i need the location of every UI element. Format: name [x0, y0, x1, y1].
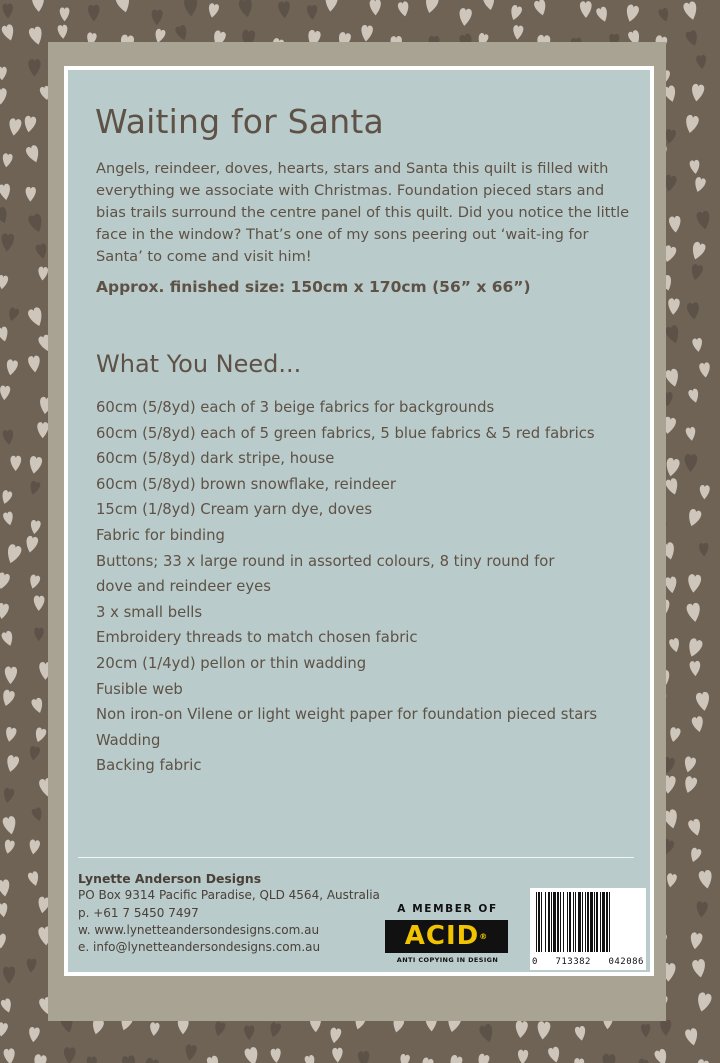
heart-shape	[213, 1021, 226, 1037]
pattern-description: Angels, reindeer, doves, hearts, stars and Santa this quilt is filled with everything we associate with Christmas. Foundation pieced stars and bias trails surround the centre panel of this quilt. Did you notice the little face in the window? That’s one of my sons peering out ‘wait-ing for Santa’ to come and visit him!	[96, 160, 630, 265]
heart-shape	[595, 6, 610, 23]
heart-shape	[0, 275, 9, 290]
heart-shape	[304, 1055, 316, 1063]
heart-shape	[25, 187, 36, 202]
heart-shape	[574, 1026, 587, 1042]
heart-shape	[686, 637, 704, 658]
heart-shape	[0, 489, 13, 505]
heart-shape	[29, 520, 41, 535]
barcode-bar	[590, 892, 593, 952]
heart-shape	[23, 115, 37, 133]
heart-shape	[686, 602, 702, 623]
heart-shape	[34, 627, 44, 641]
heart-shape	[184, 1044, 197, 1061]
heart-shape	[476, 1053, 490, 1063]
heart-shape	[57, 25, 68, 39]
barcode-bar	[596, 892, 598, 952]
barcode-bar	[553, 892, 556, 952]
acid-member-text: A MEMBER OF	[397, 903, 498, 915]
heart-shape	[369, 0, 381, 16]
heart-shape	[0, 902, 9, 917]
heart-shape	[536, 1021, 551, 1040]
barcode-bar	[606, 892, 608, 952]
heart-shape	[682, 756, 696, 774]
list-item: 20cm (1/4yd) pellon or thin wadding	[96, 654, 367, 672]
barcode-bar	[548, 892, 550, 952]
heart-shape	[658, 7, 671, 23]
heart-shape	[87, 1056, 98, 1063]
heart-shape	[478, 1023, 495, 1044]
heart-shape	[33, 595, 44, 611]
heart-shape	[508, 4, 522, 21]
company-name: Lynette Anderson Designs	[78, 871, 262, 886]
heart-shape	[1, 24, 16, 43]
heart-shape	[667, 298, 680, 315]
heart-shape	[88, 5, 100, 22]
heart-shape	[244, 1025, 255, 1040]
pattern-title: Waiting for Santa	[95, 102, 384, 141]
heart-shape	[547, 1046, 562, 1063]
website-link[interactable]: w. www.lynetteandersondesigns.com.au	[78, 922, 320, 937]
list-item: 60cm (5/8yd) dark stripe, house	[96, 450, 335, 468]
heart-shape	[360, 25, 373, 42]
heart-shape	[28, 456, 43, 475]
heart-shape	[692, 338, 703, 353]
list-item: Fusible web	[96, 680, 183, 698]
heart-shape	[447, 1054, 463, 1063]
barcode-bar	[541, 892, 542, 952]
heart-shape	[121, 1055, 137, 1063]
heart-shape	[31, 807, 45, 823]
heart-shape	[28, 574, 41, 590]
footer-divider	[78, 857, 634, 858]
heart-shape	[8, 118, 22, 136]
heart-shape	[397, 1, 410, 18]
list-item: Backing fabric	[96, 757, 202, 775]
heart-shape	[35, 243, 49, 260]
heart-shape	[683, 1, 700, 22]
list-item: 60cm (5/8yd) brown snowflake, reindeer	[96, 475, 396, 493]
heart-shape	[4, 726, 17, 742]
heart-shape	[684, 1028, 699, 1047]
acid-tagline: ANTI COPYING IN DESIGN	[396, 956, 499, 964]
heart-shape	[238, 0, 254, 18]
heart-shape	[3, 839, 16, 855]
barcode-bar	[567, 892, 568, 952]
heart-shape	[0, 998, 14, 1014]
heart-shape	[699, 362, 711, 378]
heart-shape	[692, 958, 708, 978]
what-you-need-heading: What You Need...	[96, 350, 302, 378]
heart-shape	[307, 5, 318, 20]
heart-shape	[687, 818, 703, 837]
list-item: dove and reindeer eyes	[96, 578, 271, 596]
heart-shape	[641, 1024, 651, 1038]
heart-shape	[696, 901, 708, 918]
heart-shape	[2, 3, 13, 18]
barcode-bar	[557, 892, 559, 952]
barcode-number	[532, 957, 644, 967]
heart-shape	[0, 1022, 8, 1038]
barcode-bar	[551, 892, 552, 952]
heart-shape	[1, 233, 15, 252]
heart-shape	[668, 727, 681, 743]
heart-shape	[32, 1054, 47, 1063]
registered-mark: ®	[479, 932, 489, 941]
barcode-bar	[536, 892, 537, 952]
heart-shape	[28, 1027, 40, 1043]
heart-shape	[682, 775, 698, 794]
heart-shape	[27, 871, 41, 888]
list-item: 15cm (1/8yd) Cream yarn dye, doves	[96, 501, 373, 519]
heart-shape	[602, 1054, 616, 1063]
heart-shape	[270, 1048, 281, 1063]
heart-shape	[458, 8, 472, 27]
heart-shape	[665, 873, 677, 888]
heart-shape	[24, 535, 39, 553]
list-item: Wadding	[96, 731, 161, 749]
acid-member-badge	[385, 903, 510, 967]
barcode-bar	[609, 892, 610, 952]
list-item: 60cm (5/8yd) each of 5 green fabrics, 5 blue fabrics & 5 red fabrics	[96, 424, 595, 442]
heart-shape	[0, 603, 9, 620]
heart-shape	[115, 0, 133, 14]
barcode-bars	[534, 892, 642, 956]
barcode-bar	[582, 892, 583, 952]
heart-shape	[28, 839, 40, 855]
heart-shape	[32, 0, 45, 12]
heart-shape	[206, 1055, 221, 1063]
heart-shape	[28, 59, 40, 76]
heart-shape	[37, 422, 49, 438]
heart-shape	[10, 456, 21, 471]
heart-shape	[691, 716, 705, 734]
heart-shape	[580, 1, 592, 18]
heart-shape	[2, 815, 18, 835]
email-link[interactable]: e. info@lynetteandersondesigns.com.au	[78, 940, 321, 955]
heart-shape	[60, 7, 70, 21]
heart-shape	[689, 932, 703, 950]
heart-shape	[5, 359, 19, 376]
barcode-bar	[563, 892, 564, 952]
heart-shape	[693, 176, 707, 193]
heart-shape	[698, 869, 714, 889]
barcode-bar	[585, 892, 586, 952]
heart-shape	[665, 477, 681, 496]
heart-shape	[63, 1047, 76, 1063]
barcode-bar	[578, 892, 581, 952]
heart-shape	[690, 83, 704, 102]
heart-shape	[358, 1051, 370, 1063]
heart-shape	[268, 1022, 282, 1039]
heart-shape	[664, 576, 678, 594]
contact-block	[78, 870, 408, 956]
acid-logo	[385, 920, 508, 953]
heart-shape	[184, 0, 198, 17]
barcode-bar	[538, 892, 540, 952]
heart-shape	[4, 666, 17, 684]
heart-shape	[3, 967, 15, 984]
heart-shape	[699, 485, 709, 500]
heart-shape	[687, 574, 702, 593]
heart-shape	[689, 160, 700, 175]
heart-shape	[668, 638, 681, 654]
heart-shape	[26, 958, 37, 972]
heart-shape	[0, 206, 10, 225]
heart-shape	[27, 213, 45, 234]
heart-shape	[4, 543, 22, 565]
heart-shape	[636, 1058, 649, 1063]
heart-shape	[28, 745, 41, 761]
list-item: 3 x small bells	[96, 603, 203, 621]
barcode-bar	[569, 892, 571, 952]
heart-shape	[514, 1020, 528, 1038]
barcode-digit-group: 713382	[555, 957, 591, 967]
list-item: Embroidery threads to match chosen fabric	[96, 629, 418, 647]
barcode-bar	[600, 892, 601, 952]
heart-shape	[695, 691, 711, 711]
heart-shape	[685, 29, 700, 47]
heart-shape	[7, 307, 20, 323]
heart-shape	[33, 727, 47, 744]
barcode-bar	[573, 892, 574, 952]
heart-shape	[664, 457, 680, 478]
heart-shape	[695, 992, 712, 1014]
heart-shape	[687, 302, 701, 320]
heart-shape	[686, 508, 703, 528]
heart-shape	[689, 241, 706, 262]
heart-shape	[695, 1058, 710, 1063]
heart-shape	[654, 1048, 670, 1063]
barcode-bar	[560, 892, 561, 952]
heart-shape	[624, 4, 640, 24]
heart-shape	[1, 630, 16, 647]
list-item: Buttons; 33 x large round in assorted colours, 8 tiny round for	[96, 552, 555, 570]
heart-shape	[699, 543, 709, 557]
heart-shape	[533, 0, 548, 17]
heart-shape	[0, 326, 10, 343]
postal-address: PO Box 9314 Pacific Paradise, QLD 4564, Australia	[78, 888, 380, 903]
heart-shape	[423, 0, 439, 14]
acid-logo-text: ACID	[404, 921, 480, 951]
heart-shape	[684, 114, 700, 134]
barcode-bar	[545, 892, 546, 952]
heart-shape	[151, 9, 163, 25]
heart-shape	[483, 0, 497, 11]
list-item: Non iron-on Vilene or light weight paper for foundation pieced stars	[96, 706, 598, 724]
barcode-bar	[575, 892, 576, 952]
heart-shape	[0, 385, 11, 400]
heart-shape	[332, 1048, 343, 1063]
list-item: 60cm (5/8yd) each of 3 beige fabrics for backgrounds	[96, 399, 495, 416]
heart-shape	[690, 263, 704, 281]
heart-shape	[696, 55, 707, 70]
heart-shape	[28, 26, 45, 46]
heart-shape	[324, 0, 338, 12]
heart-shape	[149, 1022, 160, 1036]
heart-shape	[0, 689, 15, 708]
content-panel	[68, 70, 650, 972]
heart-shape	[2, 787, 15, 803]
heart-shape	[688, 388, 701, 404]
heart-shape	[31, 697, 45, 714]
barcode-digit-group: 042086	[608, 957, 644, 967]
barcode	[530, 888, 646, 970]
heart-shape	[685, 427, 696, 442]
barcode-digit-group: 0	[532, 957, 538, 967]
heart-shape	[0, 572, 11, 591]
heart-shape	[3, 1048, 16, 1063]
heart-shape	[38, 266, 49, 280]
heart-shape	[0, 67, 7, 81]
heart-shape	[0, 879, 11, 897]
barcode-bar	[602, 892, 605, 952]
heart-shape	[178, 1019, 189, 1035]
heart-shape	[175, 24, 190, 42]
phone-number: p. +61 7 5450 7497	[78, 905, 199, 920]
heart-shape	[278, 1, 291, 18]
heart-shape	[244, 1046, 261, 1063]
heart-shape	[696, 210, 712, 230]
heart-shape	[669, 216, 682, 233]
heart-shape	[329, 1027, 342, 1044]
heart-shape	[684, 454, 697, 472]
requirements-list	[96, 395, 636, 779]
heart-shape	[517, 1049, 528, 1063]
heart-shape	[0, 934, 6, 949]
heart-shape	[2, 429, 14, 445]
heart-shape	[664, 368, 680, 388]
heart-shape	[142, 1057, 160, 1063]
finished-size: Approx. finished size: 150cm x 170cm (56” x 66”)	[96, 278, 531, 296]
heart-shape	[689, 661, 700, 677]
barcode-bar	[594, 892, 595, 952]
heart-shape	[5, 754, 20, 773]
heart-shape	[660, 1020, 671, 1036]
heart-shape	[28, 480, 41, 496]
list-item: Fabric for binding	[96, 526, 225, 544]
heart-shape	[512, 25, 523, 40]
heart-shape	[573, 1058, 584, 1063]
heart-shape	[420, 1057, 435, 1063]
heart-shape	[399, 1053, 411, 1063]
heart-shape	[2, 511, 14, 526]
heart-shape	[664, 324, 681, 345]
barcode-bar	[587, 892, 589, 952]
heart-shape	[1, 153, 13, 168]
heart-shape	[28, 355, 41, 373]
heart-shape	[27, 306, 46, 328]
heart-shape	[0, 88, 7, 105]
heart-shape	[688, 847, 702, 864]
heart-shape	[0, 183, 12, 201]
heart-shape	[25, 144, 42, 164]
heart-shape	[207, 3, 219, 19]
